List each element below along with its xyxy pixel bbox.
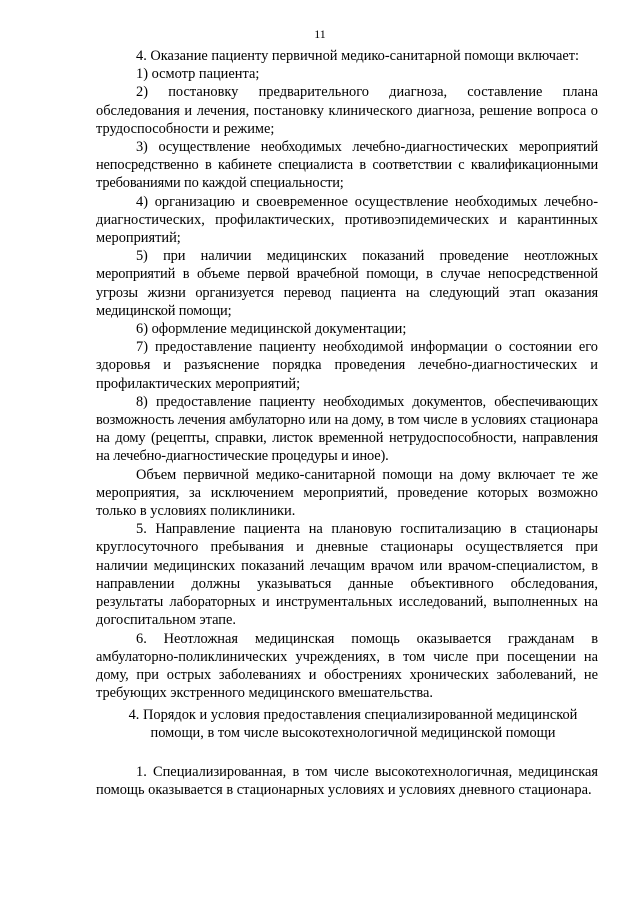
- paragraph-home-care: Объем первичной медико-санитарной помощи на дому включает те же мероприятия, за исключением мероприятий, проведение которых возможно только в условиях поликлиники.: [96, 466, 598, 520]
- section-4-paragraph-1: 1. Специализированная, в том числе высокотехнологичная, медицинская помощь оказывается в стационарных условиях и условиях дневного стационара.: [96, 764, 598, 799]
- list-item-8: 8) предоставление пациенту необходимых документов, обеспечивающих возможность лечения амбулаторно или на дому, в том числе в условиях стационара на дому (рецепты, справки, листок временной нетрудоспособности, направления на лечебно-диагностические процедуры и иное).: [96, 393, 598, 465]
- paragraph-item-6: 6. Неотложная медицинская помощь оказывается гражданам в амбулаторно-поликлинических учреждениях, в том числе при посещении на дому, при острых заболеваниях и обострениях хронических заболеваний, не требующих экстренного медицинского вмешательства.: [96, 630, 598, 702]
- section-4-heading: [96, 706, 598, 742]
- list-item-7: 7) предоставление пациенту необходимой информации о состоянии его здоровья и разъяснение порядка проведения лечебно-диагностических и профилактических мероприятий;: [96, 339, 598, 392]
- paragraph-item-5: 5. Направление пациента на плановую госпитализацию в стационары круглосуточного пребывания и дневные стационары осуществляется при наличии медицинских показаний лечащим врачом или врачом-специалистом, в направлении должны указываться данные объективного обследования, результаты лабораторных и инструментальных исследований, выполненных на догоспитальном этапе.: [96, 521, 598, 629]
- list-item-3: 3) осуществление необходимых лечебно-диагностических мероприятий непосредственно в кабинете специалиста в соответствии с квалификационными требованиями по каждой специальности;: [96, 139, 598, 192]
- paragraph-item-4-intro: 4. Оказание пациенту первичной медико-санитарной помощи включает:: [136, 48, 580, 64]
- list-item-4: 4) организацию и своевременное осуществление необходимых лечебно-диагностических, профилактических, противоэпидемических и карантинных мероприятий;: [96, 193, 598, 247]
- page-number: 11: [314, 27, 326, 41]
- list-item-6: 6) оформление медицинской документации;: [136, 321, 407, 338]
- section-4-heading-line-2: помощи, в том числе высокотехнологичной медицинской помощи: [150, 725, 556, 742]
- list-item-5: 5) при наличии медицинских показаний проведение неотложных мероприятий в объеме первой врачебной помощи, в случае непосредственной угрозы жизни организуется перевод пациента на следующий этап оказания медицинской помощи;: [96, 248, 598, 319]
- list-item-2: 2) постановку предварительного диагноза, составление плана обследования и лечения, постановку клинического диагноза, решение вопроса о трудоспособности и режиме;: [96, 84, 598, 137]
- section-4-body: [96, 763, 598, 799]
- section-4-heading-line-1: 4. Порядок и условия предоставления специализированной медицинской: [128, 707, 578, 723]
- list-item-1: 1) осмотр пациента;: [136, 66, 260, 83]
- section-3-body: [96, 47, 598, 702]
